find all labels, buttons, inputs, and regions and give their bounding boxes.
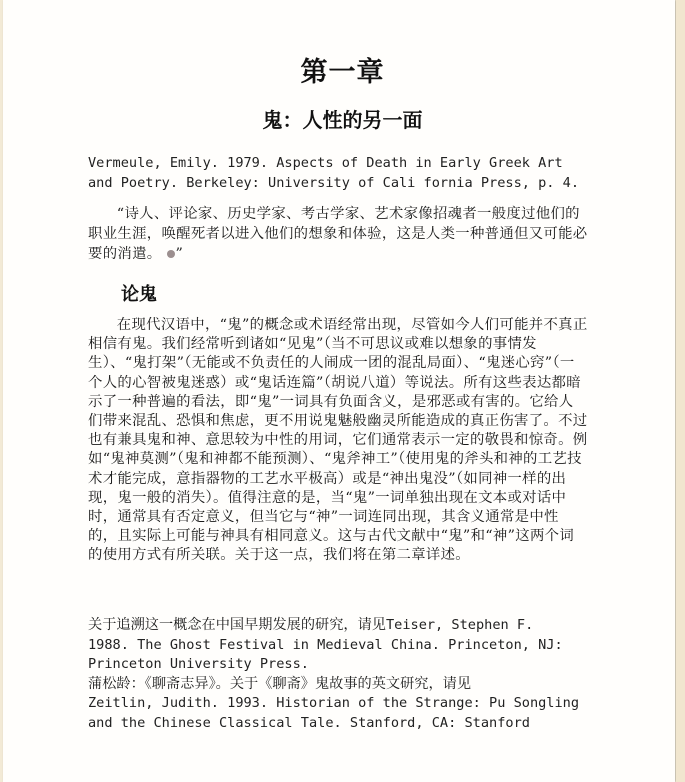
reference-line: Zeitlin, Judith. 1993. Historian of the Strange: Pu Songling — [88, 695, 580, 712]
reference-vermeule — [88, 153, 579, 193]
body-paragraph: 在现代汉语中，“鬼”的概念或术语经常出现，尽管如今人们可能并不真正相信有鬼。我们经常听到诸如“见鬼”（当不可思议或难以想象的事情发生）、“鬼打架”（无能或不负责任的人闹成一团的混乱局面）、“鬼迷心窍”（一个人的心智被鬼迷惑）或“鬼话连篇”（胡说八道）等说法。所有这些表达都暗示了一种普遍的看法，即“鬼”一词具有负面含义，是邪恶或有害的。它给人们带来混乱、恐惧和焦虑，更不用说鬼魅般幽灵所能造成的真正伤害了。不过也有兼具鬼和神、意思较为中性的用词，它们通常表示一定的敬畏和惊奇。例如“鬼神莫测”（鬼和神都不能预测）、“鬼斧神工”（使用鬼的斧头和神的工艺技术才能完成，意指器物的工艺水平极高）或是“神出鬼没”（如同神一样的出现，鬼一般的消失）。值得注意的是，当“鬼”一词单独出现在文本或对话中时，通常具有否定意义，但当它与“神”一词连同出现，其含义通常是中性的，且实际上可能与神具有相同意义。这与古代文献中“鬼”和“神”这两个词的使用方式有所关联。关于这一点，我们将在第二章详述。 — [88, 317, 588, 564]
reference-cn-text: 关于追溯这一概念在中国早期发展的研究，请见 — [88, 617, 386, 633]
reference-cn-text: 蒲松龄：《聊斋志异》。关于《聊斋》鬼故事的英文研究，请见 — [88, 675, 472, 692]
section-heading: 论鬼 — [121, 284, 157, 305]
quote-closing-mark: ” — [175, 246, 184, 262]
reference-line — [88, 675, 579, 695]
chapter-subtitle: 鬼：人性的另一面 — [262, 108, 423, 132]
reference-line: and the Chinese Classical Tale. Stanford, CA: Stanford — [88, 714, 530, 731]
reference-line: Vermeule, Emily. 1979. Aspects of Death in Early Greek Art — [88, 155, 563, 171]
quote-text: “诗人、评论家、历史学家、考古学家、艺术家像招魂者一般度过他们的职业生涯，唤醒死者以进入他们的想象和体验，这是人类一种普通但又可能必要的消遣。 — [88, 206, 588, 262]
reference-line — [88, 616, 579, 636]
chapter-title: 第一章 — [300, 57, 385, 88]
epigraph-quote — [88, 204, 588, 264]
reference-line: and Poetry. Berkeley: University of Cali fornia Press, p. 4. — [88, 175, 580, 191]
reference-line: 1988. The Ghost Festival in Medieval China. Princeton, NJ: — [88, 636, 563, 653]
reference-en-text: Teiser, Stephen F. — [385, 617, 534, 633]
reference-notes — [88, 616, 579, 734]
reference-line: Princeton University Press. — [88, 656, 309, 673]
